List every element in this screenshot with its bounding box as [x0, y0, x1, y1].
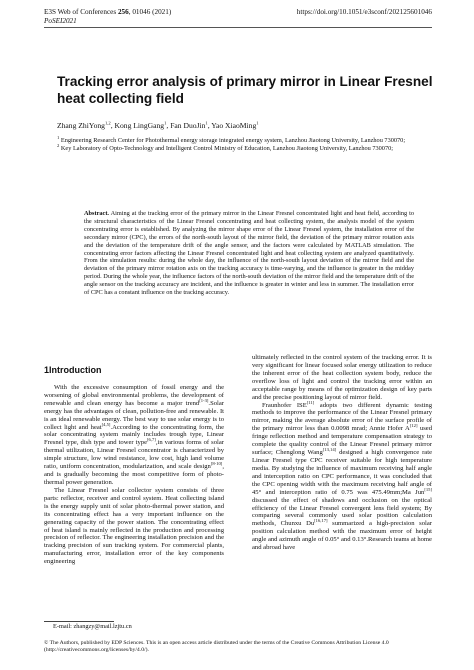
author-separator: ,: [166, 121, 171, 130]
citation: [1-3]: [199, 397, 209, 403]
intro-p1-part-d: ,in various forms of solar thermal utilization, Linear Fresnel concentrator is characterized by simple structure, low wind resistance, low cost, high land volume ratio, uniform concentration, modularization, and scale design: [44, 439, 224, 471]
page-header: [44, 8, 432, 26]
proceedings-name: PoSEI2021: [44, 17, 77, 25]
section-heading-introduction: 1Introduction: [44, 365, 102, 375]
author-name: Fan DuoJin: [170, 121, 206, 130]
affiliation-2-number: 2: [57, 142, 60, 148]
copyright-text: © The Authors, published by EDP Sciences. This is an open access article distributed under the terms of the Creative Commons Attribution License 4.0 (http://creativecommons.org/licenses/by/4.0/).: [44, 640, 389, 654]
citation: [4,5]: [101, 421, 111, 427]
citation: [13,14]: [322, 446, 337, 452]
right-p2-part-a: Fraunhofer ISE: [262, 401, 307, 409]
abstract-text: Aiming at the tracking error of the primary mirror in the Linear Fresnel concentrated light and heat field, according to the structural characteristics of the Linear Fresnel concentrating and heat collecting system, the analysis model of the system concentrating error is established. By analyzing the mirror shape error of the Linear Fresnel system, the installation error of the secondary mirror (CPC), the errors of the north-south layout of the mirror field, the deviation of the primary mirror rotation axis and the deviation of the temperature drift of the angle sensor, and the factors were calculated by MATLAB simulation. The concentrating error factors affecting the Linear Fresnel concentrated light and heat collecting system are analyzed quantitatively. From the simulation results: during the whole day, the influence of the north-south layout deviation of the mirror field and the deviation of the primary mirror rotation axis on the tracking accuracy is time-varying, and the influence is greater in the midday period. During the whole year, the influence factors of the north-south deviation of the mirror field and the temperature drift of the angle sensor on the tracking accuracy are incident, and the influence is greater in winter and less in summer. The installation error of CPC has a constant influence on the tracking accuracy.: [84, 210, 414, 297]
intro-paragraph-2: The Linear Fresnel solar collector system consists of three parts: reflector, receiver and control system. Heat collecting island is the energy supply unit of solar photo-thermal power station, and its concentrating effect has a very important influence on the generating capacity of the power station. The concentrating effect of heat island is mainly reflected in the production and processing precision of reflector. The engineering installation precision and the tracking precision of sun tracking system. For commercial plants, manufacturing error, installation error of the key components engineering: [44, 486, 224, 566]
author-affiliation-marker: 1: [164, 120, 167, 126]
affiliation-1-number: 1: [57, 134, 60, 140]
citation: [16,17]: [314, 518, 328, 524]
author-separator: ,: [110, 121, 115, 130]
citation: [8-10]: [210, 460, 223, 466]
author-affiliation-marker: 1,2: [104, 120, 111, 126]
right-p2-part-d: designed a high convergence rate Linear Fresnel type CPC receiver suitable for high temperature media. By studying the influence of maximum receiving half angle and interception ratio on CPC performance, it was concluded that the CPC opening width with the maximum receiving half angle of 45° and interception ratio of 0.75 was 475.49mm;Ma Jun: [252, 449, 432, 496]
right-p2-part-f: summarized a high-precision solar position calculation method with the maximum error of height angle and azimuth angle of 0.05° and 0.13°.Research teams at home and abroad have: [252, 520, 432, 552]
right-paragraph-2: [252, 399, 432, 553]
paper-title: Tracking error analysis of primary mirror in Linear Fresnel heat collecting field: [57, 74, 433, 106]
intro-p1-part-c: .According to the concentrating form, the solar concentrating system mainly includes trough type, Linear Fresnel type, dish type and tower type: [44, 423, 224, 447]
author-affiliation-marker: 1: [205, 120, 208, 126]
right-paragraph-1: ultimately reflected in the control system of the tracking error. It is very significant for linear focused solar energy utilization to reduce the inherent error of the heat collection system body, reduce the overflow loss of light and control the tracking error within an acceptable range by means of the optimization design of key parts and the precise positioning layout of mirror field.: [252, 354, 432, 401]
abstract-label: Abstract.: [84, 210, 110, 217]
author-name: Kong LingGang: [114, 121, 165, 130]
author-name: Zhang ZhiYong: [57, 121, 105, 130]
affiliation-2: [57, 142, 442, 153]
citation: [12]: [409, 423, 418, 429]
right-p2-part-b: adopts two different dynamic testing methods to improve the performance of the Linear Fresnel primary mirror, making the average absolute error of the surface profile of the primary mirror less than 0.0098 mrad; Annie Hofer A: [252, 401, 432, 433]
intro-p1-part-b: .Solar energy has the advantages of clean, pollution-free and renewable. It is an ideal renewable energy. The best way to use solar energy is to collect light and heat: [44, 399, 224, 431]
right-column: [252, 354, 432, 552]
citation: [11]: [306, 399, 315, 405]
citation: [15]: [424, 486, 432, 492]
left-column: [44, 353, 224, 566]
right-p2-part-e: discussed the effect of shadows and occlusion on the optical efficiency of the Linear Fresnel convergent lens field system; By comparing several commonly used solar position calculation methods, Chunxu Du: [252, 496, 432, 528]
right-p2-part-c: used fringe reflection method and temperature compensation strategy to complete the quality control of the Linear Fresnel primary mirror surface; Chenglong Wang: [252, 425, 432, 457]
author-list: [57, 121, 437, 130]
affiliations: [57, 134, 442, 153]
doi-link[interactable]: https://doi.org/10.1051/e3sconf/202125601046: [296, 8, 432, 16]
copyright-notice: [44, 640, 432, 655]
affiliation-2-text: Key Laboratory of Opto-Technology and Intelligent Control Ministry of Education, Lanzhou Jiaotong University, Lanzhou 730070;: [60, 144, 393, 152]
intro-p1-part-a: With the excessive consumption of fossil energy and the worsening of global environmental problems, the development of renewable and clean energy has become a major trend: [44, 383, 224, 407]
author-affiliation-marker: 1: [256, 120, 259, 126]
abstract: [84, 210, 414, 297]
author-separator: ,: [207, 121, 212, 130]
article-number: , 01046 (2021): [128, 8, 172, 16]
intro-p1-part-e: , and is gradually becoming the most competitive form of photo-thermal power generation.: [44, 463, 224, 486]
author-name: Yao XiaoMing: [211, 121, 257, 130]
journal-name: E3S Web of Conferences: [44, 8, 117, 16]
header-rule: [44, 27, 432, 28]
journal-volume: 256: [117, 8, 129, 16]
footnote-rule: [44, 621, 114, 622]
citation: [6,7]: [147, 437, 156, 443]
affiliation-1-text: Engineering Research Center for Photothermal energy storage integrated energy system, Lanzhou Jiaotong University, Lanzhou 730070;: [60, 137, 406, 144]
footnote-email: E-mail: zhangzy@mail.lzjtu.cn: [53, 623, 132, 630]
affiliation-1: [57, 134, 442, 145]
intro-paragraph-1: [44, 384, 224, 487]
